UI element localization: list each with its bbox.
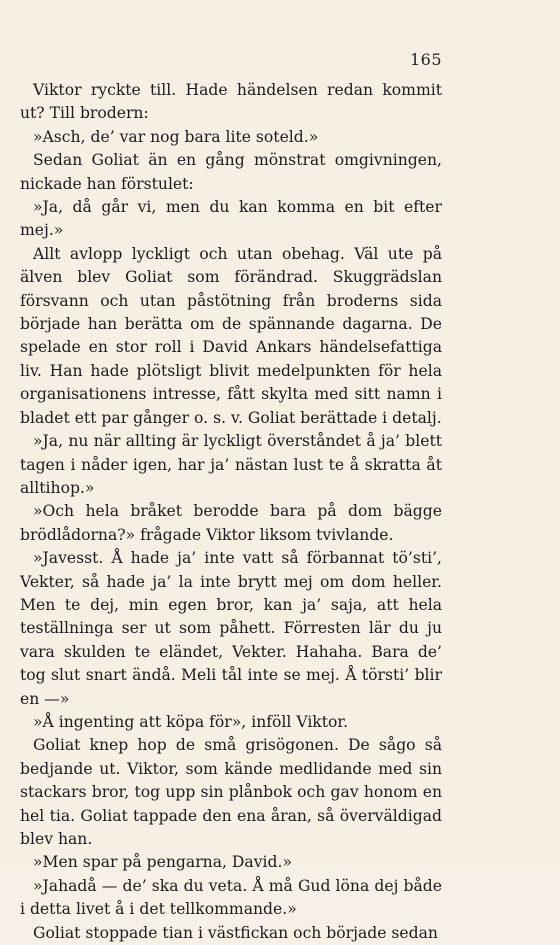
paragraph: »Ja, då går vi, men du kan komma en bit efter mej.» [20, 198, 442, 240]
paragraph: »Javesst. Å hade ja’ inte vatt så förbannat tö’sti’, Vekter, så hade ja’ la inte brytt mej om dom heller. Men te dej, min egen bror, kan ja’ saja, att hela teställninga ser ut som påhett. Förresten lär du ju vara skulden te eländet, Vekter. Hahaha. Bara de’ tog slut snart ändå. Meli tål inte se mej. Å törsti’ blir en —» [20, 549, 442, 708]
page-number: 165 [409, 50, 442, 69]
paragraph: »Jahadå — de’ ska du veta. Å må Gud löna dej både i detta livet å i det tellkommande.» [20, 876, 442, 919]
paragraph: Sedan Goliat än en gång mönstrat omgivningen, nickade han förstulet: [20, 151, 442, 193]
paragraph: Goliat stoppade tian i västfickan och började sedan [33, 923, 438, 942]
paragraph: »Men spar på pengarna, David.» [33, 853, 292, 872]
paragraph: Viktor ryckte till. Hade händelsen redan kommit ut? Till brodern: [20, 81, 442, 123]
paragraph: Goliat knep hop de små grisögonen. De sågo så bedjande ut. Viktor, som kände medlidande med sin stackars bror, tog upp sin plånbok och gav honom en hel tia. Goliat tappade den ena åran, så överväldigad blev han. [20, 736, 442, 848]
paragraph: »Och hela bråket berodde bara på dom bägge brödlådorna?» frågade Viktor liksom tvivlande. [20, 502, 442, 544]
body-text [20, 79, 442, 945]
paragraph: »Å ingenting att köpa för», inföll Viktor. [33, 712, 349, 731]
paragraph: »Asch, de’ var nog bara lite soteld.» [33, 127, 319, 146]
paragraph: Allt avlopp lyckligt och utan obehag. Väl ute på älven blev Goliat som förändrad. Skuggrädslan försvann och utan påstötning från broderns sida började han berätta om de spännande dagarna. De spelade en stor roll i David Ankars händelsefattiga liv. Han hade plötsligt blivit medelpunkten för hela organisationens intresse, fått skylta med sitt namn i bladet ett par gånger o. s. v. Goliat berättade i detalj. [20, 244, 442, 427]
paragraph: »Ja, nu när allting är lyckligt överståndet å ja’ blett tagen i nåder igen, har ja’ nästan lust te å skratta åt alltihop.» [20, 432, 442, 497]
